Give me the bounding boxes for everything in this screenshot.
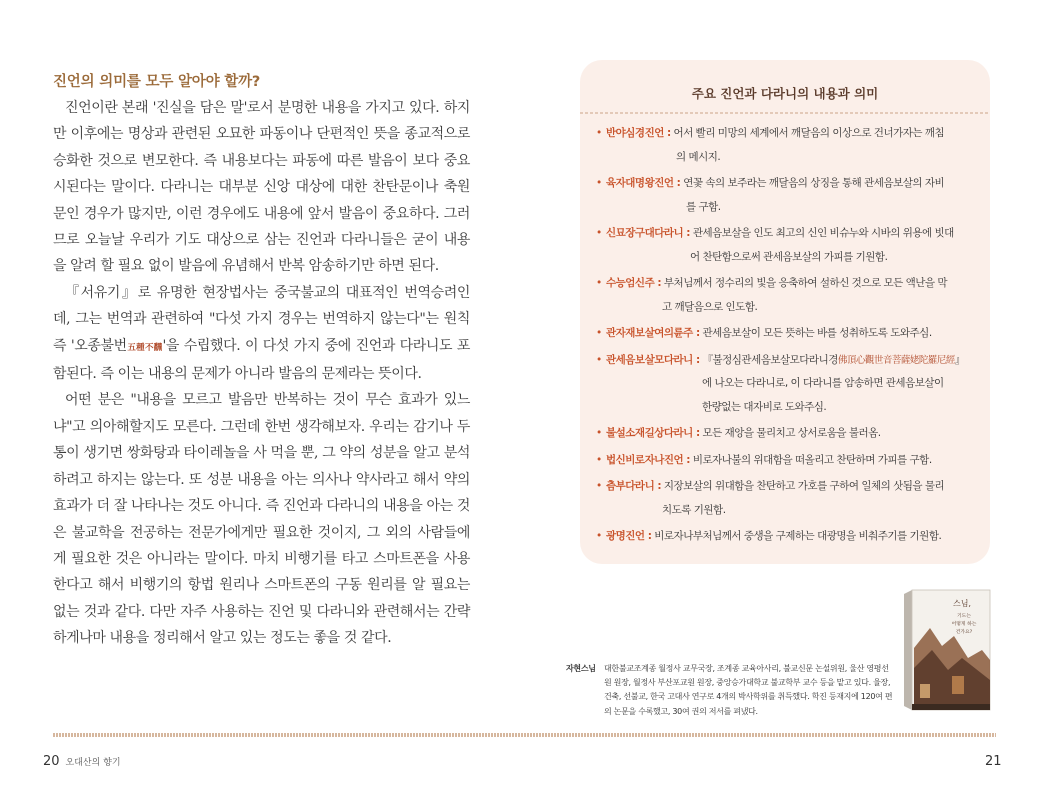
mantra-term: 츰부다라니 : — [606, 480, 662, 492]
mantra-desc: 모든 재앙을 물리치고 상서로움을 불러옴. — [699, 427, 881, 439]
mantra-desc: 지장보살의 위대함을 찬탄하고 가호를 구하여 일체의 삿됨을 물리 — [661, 480, 945, 492]
mantra-term: 법신비로자나진언 : — [606, 453, 690, 466]
mantra-term: 관세음보살모다라니 : — [606, 353, 700, 366]
page-number-left: 20 — [43, 754, 60, 769]
mantra-desc-cont: 에 나오는 다라니로, 이 다라니를 암송하면 관세음보살이 — [702, 377, 944, 389]
paragraph-1: 진언이란 본래 '진실을 담은 말'로서 분명한 내용을 가지고 있다. 하지만 이후에는 명상과 관련된 오묘한 파동이나 단편적인 뜻을 종교적으로 승화한 것으로 변모한다. 즉 내용보다는 파동에 따른 발음이 보다 중요시된다는 말이다. 다라니는 대부분 신앙 대상에 대한 찬탄문이나 축원문인 경우가 많지만, 이런 경우에도 내용에 앞서 발음이 중요하다. 그러므로 오늘날 우리가 기도 대상으로 삼는 진언과 다라니들은 굳이 내용을 알려 할 필요 없이 발음에 유념해서 반복 암송하기만 하면 된다. — [53, 100, 470, 275]
bullet-icon: • — [596, 227, 602, 239]
article-body — [53, 95, 470, 652]
list-item — [594, 222, 976, 269]
mantra-desc: 어서 빨리 미망의 세계에서 깨달음의 이상으로 건너가자는 깨침 — [670, 127, 945, 139]
hanja-annotation: 佛頂心觀世音菩薩姥陀羅尼經 — [837, 354, 955, 366]
paragraph-2-part-b: '을 수립했다. 이 다섯 가지 중에 진언과 다라니도 포함된다. 즉 이는 내용의 문제가 아니라 발음의 문제라는 뜻이다. — [53, 337, 471, 383]
mantra-term: 수능엄신주 : — [606, 277, 662, 289]
panel-divider — [580, 112, 990, 114]
paragraph-2-part-a: 『서유기』로 유명한 현장법사는 중국불교의 대표적인 번역승려인데, 그는 번역과 관련하여 "다섯 가지 경우는 번역하지 않는다"는 원칙 즉 '오종불번 — [53, 284, 470, 354]
section-title: 진언의 의미를 모두 알아야 할까? — [53, 74, 261, 90]
mantra-term: 광명진언 : — [606, 530, 652, 542]
bullet-icon: • — [596, 127, 602, 139]
list-item — [594, 349, 976, 420]
footer-rule — [53, 733, 996, 737]
mantra-desc-cont: 고 깨달음으로 인도함. — [662, 300, 758, 313]
mantra-info-panel — [580, 60, 990, 564]
list-item — [594, 122, 976, 169]
list-item — [594, 272, 976, 319]
mantra-term: 불설소재길상다라니 : — [606, 427, 700, 439]
bullet-icon: • — [596, 353, 602, 366]
mantra-desc: 부처님께서 정수리의 빛을 응축하여 설하신 것으로 모든 액난을 막 — [661, 277, 947, 289]
author-description: 대한불교조계종 월정사 교무국장, 조계종 교육아사리, 불교신문 논설위원, 울산 영평선원 원장, 월정사 부산포교원 원장, 중앙승가대학교 불교학부 교수 등을 맡고 있다. 율장, 건축, 선불교, 한국 고대사 연구로 4개의 박사학위를 취득했다. 학진 등재지에 120여 편의 논문을 수록했고, 30여 권의 저서를 펴냈다. — [604, 664, 893, 716]
paragraph-3: 어떤 분은 "내용을 모르고 발음만 반복하는 것이 무슨 효과가 있느냐"고 의아해할지도 모른다. 그런데 한번 생각해보자. 우리는 감기나 두통이 생기면 쌍화탕과 타이레놀을 사 먹을 뿐, 그 약의 성분을 알고 분석하려고 하지는 않는다. 또 성분 내용을 아는 의사나 약사라고 해서 약의 효과가 더 잘 나타나는 것도 아니다. 즉 진언과 다라니의 내용을 아는 것은 불교학을 전공하는 전문가에게만 필요한 것이지, 그 외의 사람들에게 필요한 것은 아니라는 말이다. 마치 비행기를 타고 스마트폰을 사용한다고 해서 비행기의 항법 원리나 스마트폰의 구동 원리를 알 필요는 없는 것과 같다. 다만 자주 사용하는 진언 및 다라니와 관련해서는 간략하게나마 내용을 정리해서 알고 있는 정도는 좋을 것 같다. — [53, 392, 470, 647]
mantra-list — [594, 122, 976, 552]
list-item — [594, 422, 976, 446]
mantra-term: 육자대명왕진언 : — [606, 177, 681, 189]
mantra-desc-cont: 의 메시지. — [676, 150, 721, 163]
bullet-icon: • — [596, 177, 602, 189]
list-item — [594, 475, 976, 522]
book-title-line-1: 스님, — [953, 599, 971, 608]
mantra-desc-cont: 어 찬탄함으로써 관세음보살의 가피를 기원함. — [690, 250, 888, 263]
list-item — [594, 322, 976, 346]
bullet-icon: • — [596, 327, 602, 339]
author-bio — [566, 662, 896, 719]
mantra-desc: 비로자나불의 위대함을 떠올리고 찬탄하며 가피를 구함. — [690, 453, 932, 466]
book-cover-image — [902, 588, 992, 712]
magazine-name: 오대산의 향기 — [65, 758, 121, 768]
mantra-desc: 관세음보살을 인도 최고의 신인 비슈누와 시바의 위용에 빗대 — [690, 227, 954, 239]
bullet-icon: • — [596, 530, 602, 542]
page-number-right: 21 — [985, 754, 1002, 769]
author-name: 자현스님 — [566, 664, 596, 673]
mantra-desc-end: 』 — [954, 353, 965, 366]
mantra-desc-cont: 한량없는 대자비로 도와주심. — [702, 400, 827, 413]
list-item — [594, 172, 976, 219]
panel-title: 주요 진언과 다라니의 내용과 의미 — [691, 86, 879, 101]
book-title-line-3: 어떻게 하는 — [951, 622, 977, 627]
article-column — [53, 70, 470, 652]
mantra-term: 관자재보살여의륜주 : — [606, 327, 700, 339]
hanja-annotation: 五種不飜 — [126, 342, 163, 353]
mantra-term: 신묘장구대다라니 : — [606, 227, 690, 239]
mantra-term: 반야심경진언 : — [606, 127, 671, 139]
mantra-desc: 『불정심관세음보살모다라니경 — [699, 353, 838, 366]
book-title-line-4: 건가요? — [955, 630, 973, 635]
mantra-desc: 비로자나부처님께서 중생을 구제하는 대광명을 비춰주기를 기원함. — [651, 530, 942, 542]
footer-left — [43, 754, 121, 769]
bullet-icon: • — [596, 277, 602, 289]
mantra-desc: 관세음보살이 모든 뜻하는 바를 성취하도록 도와주심. — [699, 327, 932, 339]
paragraph-2 — [53, 280, 470, 388]
list-item — [594, 449, 976, 473]
bullet-icon: • — [596, 427, 602, 439]
bullet-icon: • — [596, 453, 602, 466]
mantra-desc: 연꽃 속의 보주라는 깨달음의 상징을 통해 관세음보살의 자비 — [680, 177, 945, 189]
book-title-line-2: 기도는 — [957, 614, 971, 619]
list-item — [594, 525, 976, 549]
bullet-icon: • — [596, 480, 602, 492]
mantra-desc-cont: 치도록 기원함. — [662, 503, 726, 516]
mantra-desc-cont: 를 구함. — [686, 200, 721, 213]
